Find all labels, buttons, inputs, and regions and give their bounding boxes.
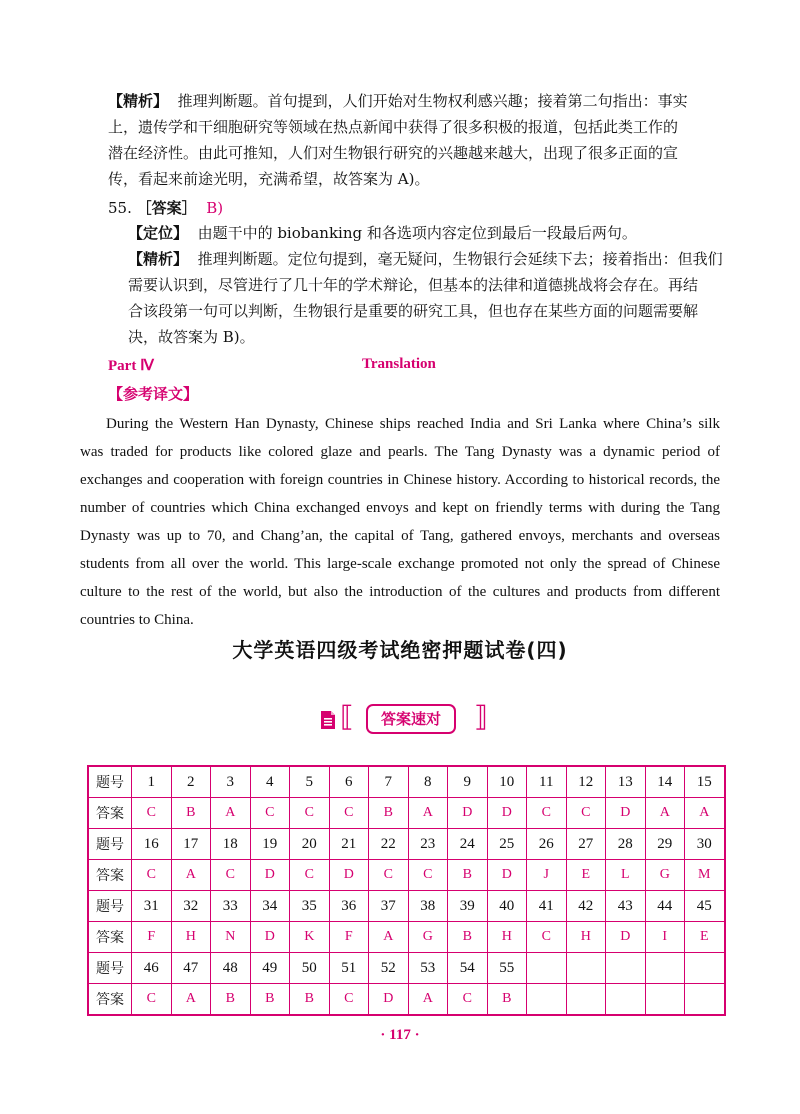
answer-cell: D [329,860,369,891]
answer-label-cell: 答案 [88,984,132,1016]
question-number-cell: 38 [408,891,448,922]
answer-row [88,922,725,953]
answer-label-cell: 答案 [88,798,132,829]
question-number-cell: 49 [250,953,290,984]
answer-cell: C [290,860,330,891]
question-number-cell: 9 [448,766,488,798]
answers-banner-label: 答案速对 [366,704,456,734]
q55-number: 55. [108,199,132,217]
q55-locate [128,220,728,246]
answer-cell: B [369,798,409,829]
answer-cell: D [606,922,646,953]
question-number-cell: 7 [369,766,409,798]
answer-cell: A [369,922,409,953]
question-number-cell: 54 [448,953,488,984]
question-number-cell: 27 [566,829,606,860]
question-number-cell: 20 [290,829,330,860]
question-number-cell: 26 [527,829,567,860]
question-number-row [88,891,725,922]
question-number-cell: 4 [250,766,290,798]
q55-analysis-tag: 【精析】 [128,250,189,268]
question-number-cell: 14 [645,766,685,798]
question-number-cell: 24 [448,829,488,860]
answer-cell: C [132,798,172,829]
question-number-cell [645,953,685,984]
q55-answer-tag: ［答案］ [136,199,197,217]
question-number-cell [566,953,606,984]
translation-line-8: countries to China. [80,612,194,628]
answer-cell: J [527,860,567,891]
question-number-cell: 15 [685,766,725,798]
answer-cell: G [645,860,685,891]
question-number-cell: 34 [250,891,290,922]
question-number-cell: 10 [487,766,527,798]
document-icon [318,710,338,734]
question-number-cell: 36 [329,891,369,922]
q55-analysis-line-1: 【精析】 推理判断题。定位句提到，毫无疑问，生物银行会延续下去；接着指出：但我们 [128,250,723,268]
question-number-cell [606,953,646,984]
answer-label-cell: 答案 [88,860,132,891]
q55-analysis-line-4: 决，故答案为 B)。 [128,328,255,346]
answer-cell: B [448,922,488,953]
question-number-cell: 53 [408,953,448,984]
question-number-cell: 32 [171,891,211,922]
question-number-cell: 29 [645,829,685,860]
question-number-cell: 25 [487,829,527,860]
question-number-cell: 16 [132,829,172,860]
question-number-cell: 33 [211,891,251,922]
question-number-cell: 1 [132,766,172,798]
answer-cell: M [685,860,725,891]
question-number-cell: 50 [290,953,330,984]
answer-cell: C [369,860,409,891]
answer-cell: B [448,860,488,891]
answer-cell: A [211,798,251,829]
answer-cell: A [171,984,211,1016]
question-label-cell: 题号 [88,766,132,798]
translation-line-2: was traded for products like colored glaze and pearls. The Tang Dynasty was a dynamic period of [80,444,720,460]
answer-cell: C [448,984,488,1016]
question-number-cell: 44 [645,891,685,922]
question-number-cell: 45 [685,891,725,922]
question-label-cell: 题号 [88,953,132,984]
question-number-cell: 31 [132,891,172,922]
question-number-row [88,953,725,984]
answer-cell: A [171,860,211,891]
answer-cell: H [566,922,606,953]
answer-cell: B [171,798,211,829]
answer-cell: E [566,860,606,891]
translation-line-3: exchanges and cooperation with foreign countries in Chinese history. According to historical records, the [80,472,720,488]
answer-cell: B [487,984,527,1016]
answer-cell: A [408,984,448,1016]
answer-cell: H [487,922,527,953]
q55-locate-text: 由题干中的 biobanking 和各选项内容定位到最后一段最后两句。 [197,224,637,242]
answer-cell [606,984,646,1016]
answer-cell: H [171,922,211,953]
question-number-cell: 40 [487,891,527,922]
q55-answer-line [108,195,223,221]
q55-locate-tag: 【定位】 [128,224,189,242]
question-number-cell [527,953,567,984]
question-number-cell: 11 [527,766,567,798]
answer-row [88,984,725,1016]
question-number-cell: 2 [171,766,211,798]
answer-row [88,860,725,891]
translation-line-7: culture to the rest of the world, but also the introduction of the cultures and products from different [80,584,720,600]
question-number-cell: 8 [408,766,448,798]
part-iv-title: Translation [362,356,436,372]
page-number: · 117 · [380,1027,420,1043]
answer-cell: C [329,798,369,829]
answer-cell: K [290,922,330,953]
right-bracket-icon: ⟧ [474,700,488,733]
answer-cell: B [250,984,290,1016]
question-number-cell: 18 [211,829,251,860]
q54-analysis-line-4: 传，看起来前途光明，充满希望，故答案为 A)。 [108,170,430,188]
question-number-cell: 51 [329,953,369,984]
answer-cell: C [329,984,369,1016]
answer-cell: D [487,798,527,829]
answer-cell: A [685,798,725,829]
question-number-cell: 39 [448,891,488,922]
answer-cell: I [645,922,685,953]
translation-line-4: number of countries which China exchanged envoys and kept on friendly terms with during the Tang [80,500,720,516]
question-number-cell: 41 [527,891,567,922]
paper-title: 大学英语四级考试绝密押题试卷(四) [232,638,568,662]
answer-cell: B [290,984,330,1016]
question-number-cell: 55 [487,953,527,984]
answer-cell: N [211,922,251,953]
answer-table-body [88,766,725,1015]
answer-cell [527,984,567,1016]
question-number-cell: 43 [606,891,646,922]
answer-cell: D [487,860,527,891]
answer-cell: A [408,798,448,829]
answer-cell: C [250,798,290,829]
answer-table [87,765,726,1016]
question-label-cell: 题号 [88,829,132,860]
answer-label-cell: 答案 [88,922,132,953]
translation-line-5: Dynasty was up to 70, and Chang’an, the capital of Tang, gathered envoys, merchants and overseas [80,528,720,544]
q54-analysis-tag: 【精析】 [108,92,169,110]
question-number-cell: 3 [211,766,251,798]
q55-analysis-line-3: 合该段第一句可以判断，生物银行是重要的研究工具，但也存在某些方面的问题需要解 [128,302,699,320]
answer-cell: A [645,798,685,829]
question-number-cell: 28 [606,829,646,860]
answers-banner [318,700,488,738]
q54-analysis-line-3: 潜在经济性。由此可推知，人们对生物银行研究的兴趣越来越大，出现了很多正面的宣 [108,144,679,162]
part-iv-heading [108,356,728,380]
answer-cell: C [566,798,606,829]
question-number-cell: 21 [329,829,369,860]
answer-cell: C [290,798,330,829]
part-iv-label: Part Ⅳ [108,358,154,374]
question-number-cell: 37 [369,891,409,922]
q54-analysis [108,88,718,192]
left-bracket-icon: ⟦ [340,700,354,733]
answer-cell: E [685,922,725,953]
answer-cell: C [132,860,172,891]
q55-analysis-line-2: 需要认识到，尽管进行了几十年的学术辩论，但基本的法律和道德挑战将会存在。再结 [128,276,699,294]
question-number-cell: 12 [566,766,606,798]
answer-cell: C [408,860,448,891]
question-number-cell: 19 [250,829,290,860]
answer-cell: D [606,798,646,829]
translation-line-6: students from all over the world. This large-scale exchange promoted not only the spread of Chinese [80,556,720,572]
answer-cell: L [606,860,646,891]
question-number-cell: 6 [329,766,369,798]
question-number-cell: 22 [369,829,409,860]
answer-cell: C [211,860,251,891]
question-label-cell: 题号 [88,891,132,922]
question-number-cell: 35 [290,891,330,922]
q54-analysis-line-2: 上，遗传学和干细胞研究等领域在热点新闻中获得了很多积极的报道，包括此类工作的 [108,118,679,136]
answer-cell: C [527,922,567,953]
answer-cell [685,984,725,1016]
q55-analysis [128,246,728,350]
answer-cell [566,984,606,1016]
question-number-cell: 13 [606,766,646,798]
q54-analysis-line-1: 【精析】 推理判断题。首句提到，人们开始对生物权利感兴趣；接着第二句指出：事实 [108,92,688,110]
answer-cell: B [211,984,251,1016]
answer-cell: D [448,798,488,829]
answer-cell: D [250,860,290,891]
translation-line-1: During the Western Han Dynasty, Chinese ships reached India and Sri Lanka where China’s silk [106,416,720,432]
question-number-cell: 46 [132,953,172,984]
question-number-cell: 17 [171,829,211,860]
answer-cell: F [132,922,172,953]
question-number-cell: 30 [685,829,725,860]
question-number-cell: 47 [171,953,211,984]
question-number-row [88,766,725,798]
answer-row [88,798,725,829]
reference-translation-tag: 【参考译文】 [108,385,199,403]
answer-cell: D [369,984,409,1016]
question-number-cell: 52 [369,953,409,984]
question-number-cell [685,953,725,984]
question-number-cell: 42 [566,891,606,922]
reference-translation [80,410,720,634]
question-number-cell: 5 [290,766,330,798]
answer-cell: F [329,922,369,953]
answer-cell [645,984,685,1016]
answer-cell: C [132,984,172,1016]
question-number-row [88,829,725,860]
answer-cell: C [527,798,567,829]
answer-cell: D [250,922,290,953]
q55-answer: B) [206,199,224,217]
question-number-cell: 48 [211,953,251,984]
answer-cell: G [408,922,448,953]
question-number-cell: 23 [408,829,448,860]
